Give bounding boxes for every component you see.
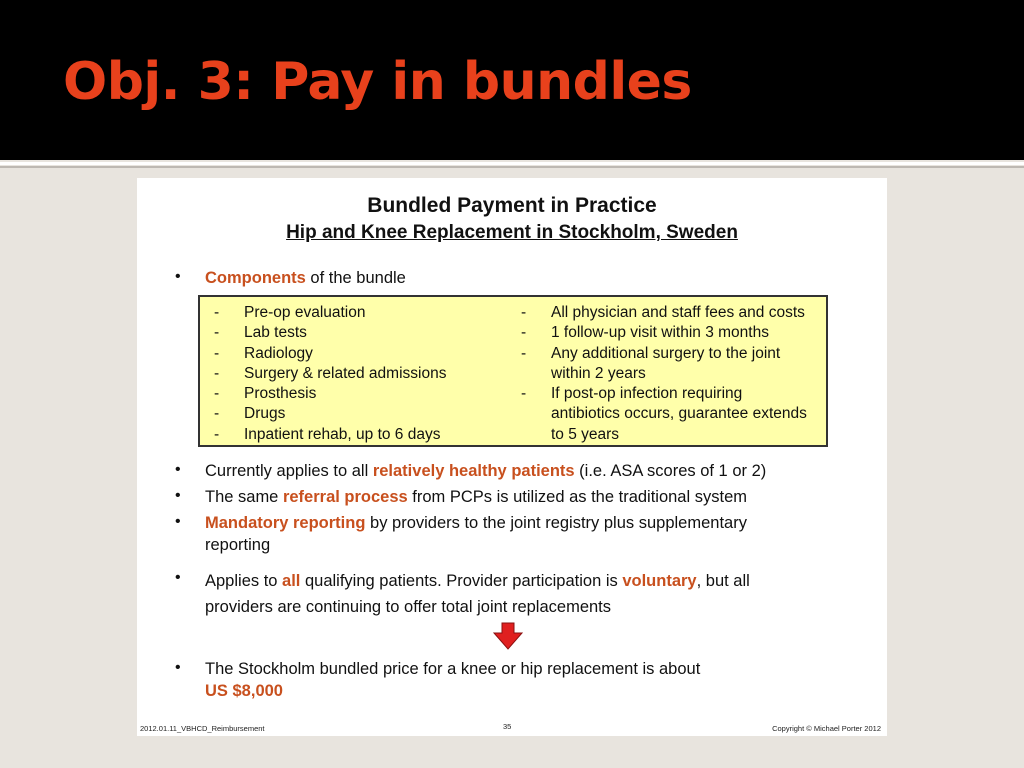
bundle-item-text: If post-op infection requiring (551, 385, 743, 403)
slide-header (0, 0, 1024, 160)
bullet-price: The Stockholm bundled price for a knee or hip replacement is about US $8,000 (205, 660, 701, 700)
dash-marker: - (214, 344, 220, 362)
content-title: Bundled Payment in Practice (367, 194, 657, 217)
bullet-icon: • (175, 268, 181, 285)
header-divider-shadow (0, 166, 1024, 168)
bullet-icon: • (175, 461, 181, 478)
bullet-icon: • (175, 487, 181, 504)
dash-marker: - (214, 324, 220, 342)
bundle-item-text: Lab tests (244, 324, 307, 342)
dash-marker: - (521, 385, 527, 403)
dash-marker: - (214, 304, 220, 321)
down-arrow-icon (493, 622, 523, 650)
bundle-item-text: All physician and staff fees and costs (551, 304, 805, 321)
bullet-referral: The same referral process from PCPs is utilized as the traditional system (205, 488, 747, 506)
bullet-reporting: Mandatory reporting by providers to the joint registry plus supplementary reporting (205, 514, 747, 554)
bundle-item-text: within 2 years (551, 364, 646, 382)
dash-marker: - (214, 364, 220, 382)
embedded-slide-image (137, 178, 887, 736)
bundle-item-text: Drugs (244, 405, 286, 423)
bundle-item-text: antibiotics occurs, guarantee extends (551, 405, 807, 423)
footer-copyright: Copyright © Michael Porter 2012 (772, 724, 881, 733)
dash-marker: - (521, 324, 527, 342)
bundle-item-text: Pre-op evaluation (244, 304, 366, 321)
bundle-item-text: 1 follow-up visit within 3 months (551, 324, 769, 342)
dash-marker: - (521, 344, 527, 362)
bundle-item-text: to 5 years (551, 425, 620, 443)
dash-marker: - (214, 425, 220, 443)
header-divider (0, 162, 1024, 165)
content-subtitle: Hip and Knee Replacement in Stockholm, Sweden (286, 222, 738, 243)
components-heading: Components of the bundle (205, 269, 406, 287)
bullet-voluntary: Applies to all qualifying patients. Provider participation is voluntary, but all providers are continuing to offer total joint replacements (205, 572, 750, 616)
bundle-components-box (198, 295, 828, 447)
dash-marker: - (214, 385, 220, 403)
footer-page-number: 35 (503, 722, 512, 731)
bundle-item-text: Radiology (244, 344, 313, 362)
bullet-icon: • (175, 513, 181, 530)
footer-filename: 2012.01.11_VBHCD_Reimbursement (140, 724, 265, 733)
slide-title: Obj. 3: Pay in bundles (63, 52, 692, 112)
bullet-icon: • (175, 659, 181, 676)
dash-marker: - (521, 304, 527, 321)
bullet-applies-healthy: Currently applies to all relatively healthy patients (i.e. ASA scores of 1 or 2) (205, 462, 767, 480)
bundle-item-text: Prosthesis (244, 385, 317, 403)
dash-marker: - (214, 405, 220, 423)
bundle-item-text: Inpatient rehab, up to 6 days (244, 425, 441, 443)
bundle-item-text: Surgery & related admissions (244, 364, 447, 382)
bullet-icon: • (175, 569, 181, 586)
bundle-item-text: Any additional surgery to the joint (551, 344, 781, 362)
